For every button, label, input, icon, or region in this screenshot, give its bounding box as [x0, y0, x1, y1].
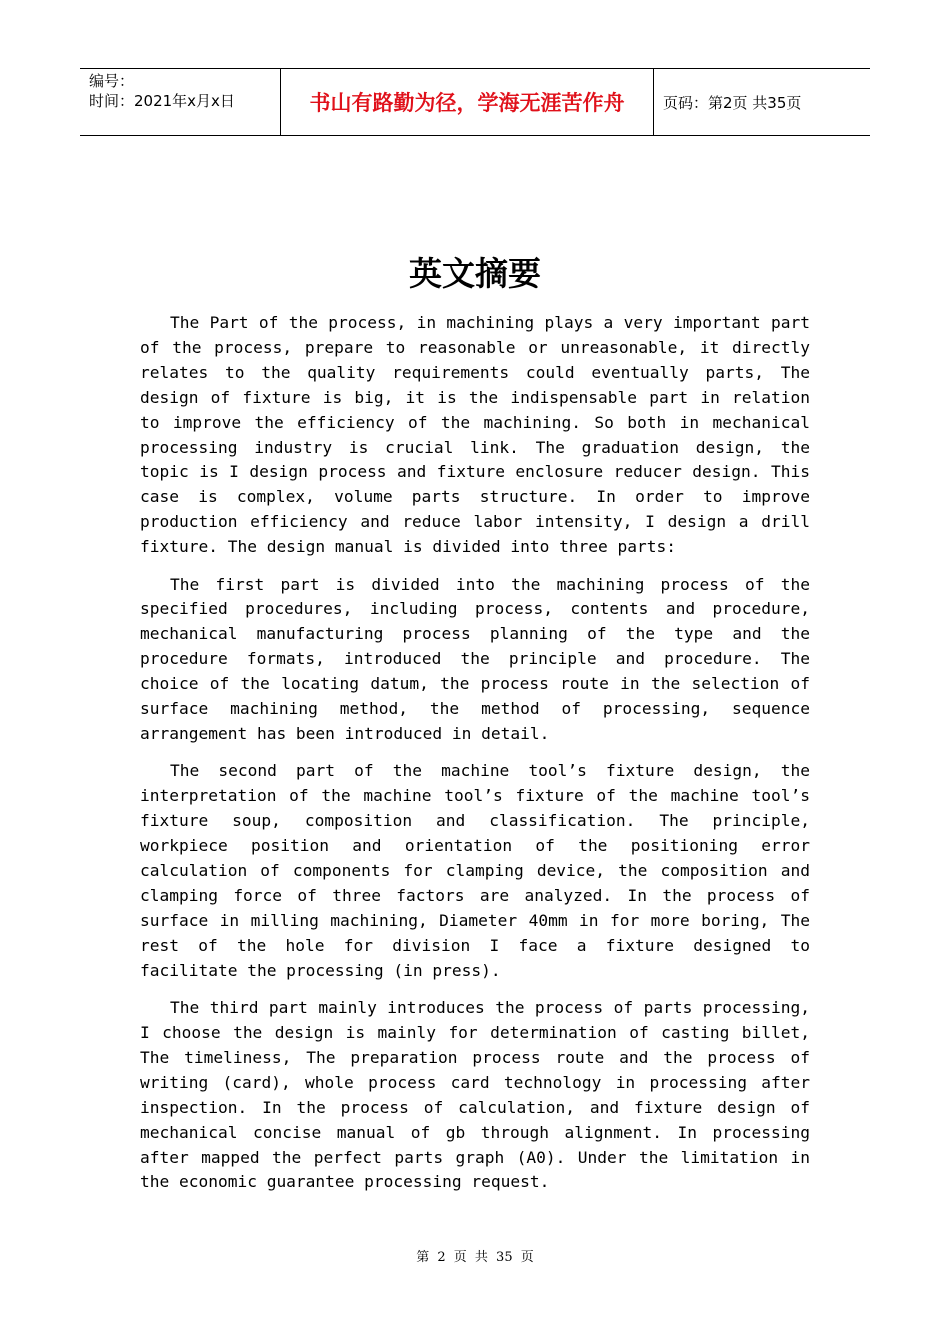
- page-header: [80, 68, 870, 136]
- page-title: 英文摘要: [409, 254, 541, 293]
- page-footer: 第 2 页 共 35 页: [416, 1250, 534, 1265]
- abstract-paragraph-3: The second part of the machine tool’s fixture design, the interpretation of the machine tool’s fixture of the machine tool’s fixture soup, composition and classification. The principle, workpiece position and orientation of the positioning error calculation of components for clamping device, the composition and clamping force of three factors are analyzed. In the process of surface in milling machining, Diameter 40mm in for more boring, The rest of the hole for division I face a fixture designed to facilitate the processing (in press).: [140, 761, 810, 980]
- abstract-paragraph-1: The Part of the process, in machining plays a very important part of the process, prepare to reasonable or unreasonable, it directly relates to the quality requirements could eventually parts, The design of fixture is big, it is the indispensable part in relation to improve the efficiency of the machining. So both in mechanical processing industry is crucial link. The graduation design, the topic is I design process and fixture enclosure reducer design. This case is complex, volume parts structure. In order to improve production efficiency and reduce labor intensity, I design a drill fixture. The design manual is divided into three parts:: [140, 313, 810, 557]
- header-page-info: 页码：第2页 共35页: [663, 93, 802, 112]
- date-line: 时间：2021年x月x日: [89, 92, 235, 110]
- abstract-body: [140, 311, 810, 1208]
- abstract-paragraph-4: The third part mainly introduces the process of parts processing, I choose the design is mainly for determination of casting billet, The timeliness, The preparation process route and the process of writing (card), whole process card technology in processing after inspection. In the process of calculation, and fixture design of mechanical concise manual of gb through alignment. In processing after mapped the perfect parts graph (A0). Under the limitation in the economic guarantee processing request.: [140, 998, 810, 1192]
- header-motto: 书山有路勤为径，学海无涯苦作舟: [281, 69, 654, 135]
- header-meta: [80, 69, 281, 135]
- serial-number-label: 编号：: [89, 72, 135, 90]
- abstract-paragraph-2: The first part is divided into the machining process of the specified procedures, including process, contents and procedure, mechanical manufacturing process planning of the type and the procedure formats, introduced the principle and procedure. The choice of the locating datum, the process route in the selection of surface machining method, the method of processing, sequence arrangement has been introduced in detail.: [140, 574, 810, 743]
